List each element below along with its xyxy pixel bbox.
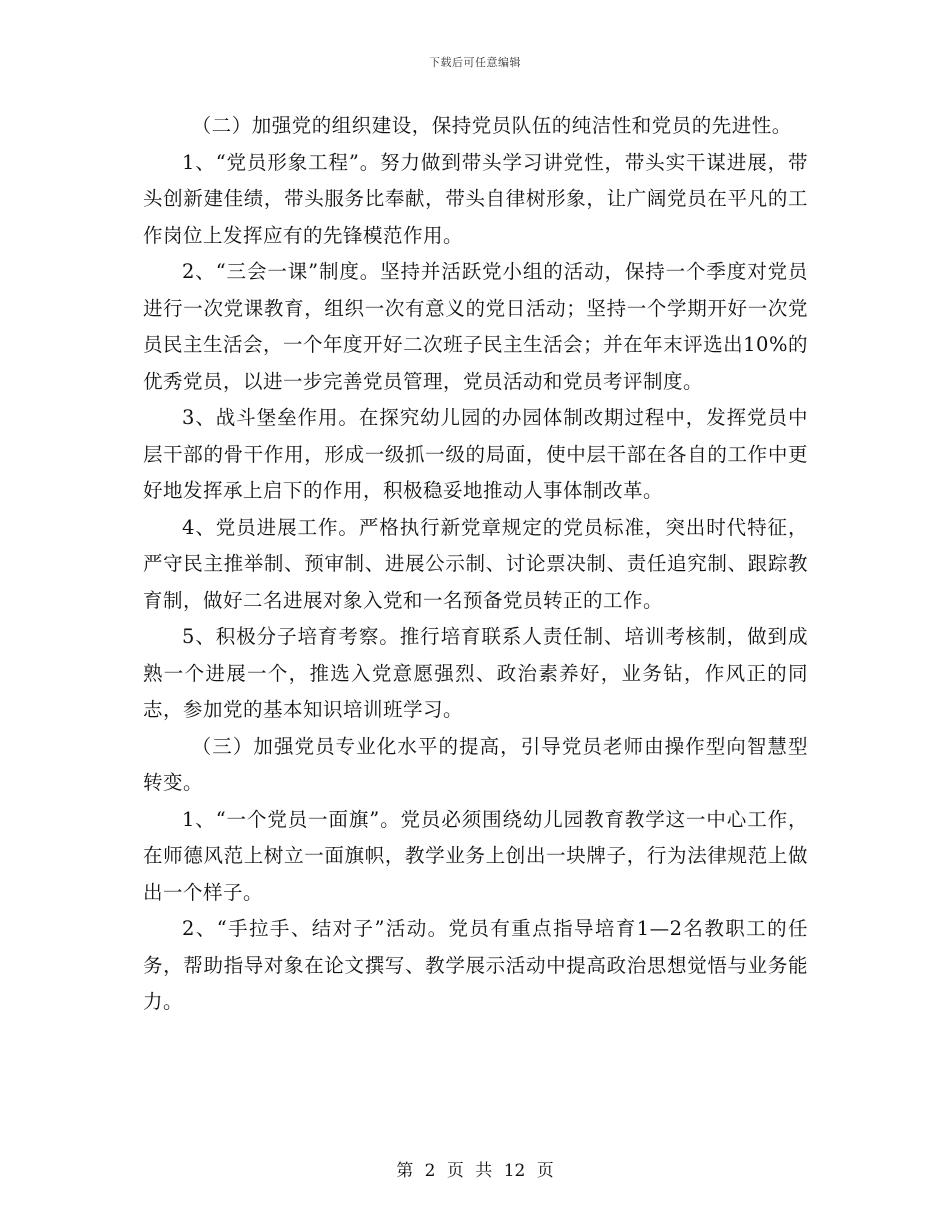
paragraph-hand-in-hand: 2、“手拉手、结对子”活动。党员有重点指导培育1—2名教职工的任务，帮助指导对象在论文撰写、教学展示活动中提高政治思想觉悟与业务能力。	[143, 917, 808, 1013]
section-heading-3: （三）加强党员专业化水平的提高，引导党员老师由操作型向智慧型转变。	[143, 734, 808, 794]
paragraph-activist-training: 5、积极分子培育考察。推行培育联系人责任制、培训考核制，做到成熟一个进展一个，推选入党意愿强烈、政治素养好，业务钻，作风正的同志，参加党的基本知识培训班学习。	[143, 625, 808, 721]
paragraph-three-meetings-one-lesson: 2、“三会一课”制度。坚持并活跃党小组的活动，保持一个季度对党员进行一次党课教育，组织一次有意义的党日活动；坚持一个学期开好一次党员民主生活会，一个年度开好二次班子民主生活会；并在年末评选出10%的优秀党员，以进一步完善党员管理，党员活动和党员考评制度。	[143, 260, 808, 393]
page-header-note: 下载后可任意编辑	[429, 56, 521, 69]
paragraph-one-member-one-flag: 1、“一个党员一面旗”。党员必须围绕幼儿园教育教学这一中心工作，在师德风范上树立一面旗帜，教学业务上创出一块牌子，行为法律规范上做出一个样子。	[143, 807, 808, 904]
paragraph-fighting-fortress: 3、战斗堡垒作用。在探究幼儿园的办园体制改期过程中，发挥党员中层干部的骨干作用，形成一级抓一级的局面，使中层干部在各自的工作中更好地发挥承上启下的作用，积极稳妥地推动人事体制改革。	[143, 406, 808, 502]
section-heading-2: （二）加强党的组织建设，保持党员队伍的纯洁性和党员的先进性。	[191, 114, 792, 137]
page-number-footer: 第 2 页 共 12 页	[396, 1161, 554, 1181]
paragraph-party-image-project: 1、“党员形象工程”。努力做到带头学习讲党性，带头实干谋进展，带头创新建佳绩，带头服务比奉献，带头自律树形象，让广阔党员在平凡的工作岗位上发挥应有的先锋模范作用。	[143, 150, 808, 247]
paragraph-member-development: 4、党员进展工作。严格执行新党章规定的党员标准，突出时代特征，严守民主推举制、预审制、进展公示制、讨论票决制、责任追究制、跟踪教育制，做好二名进展对象入党和一名预备党员转正的工作。	[143, 515, 808, 612]
document-body	[143, 108, 808, 1021]
